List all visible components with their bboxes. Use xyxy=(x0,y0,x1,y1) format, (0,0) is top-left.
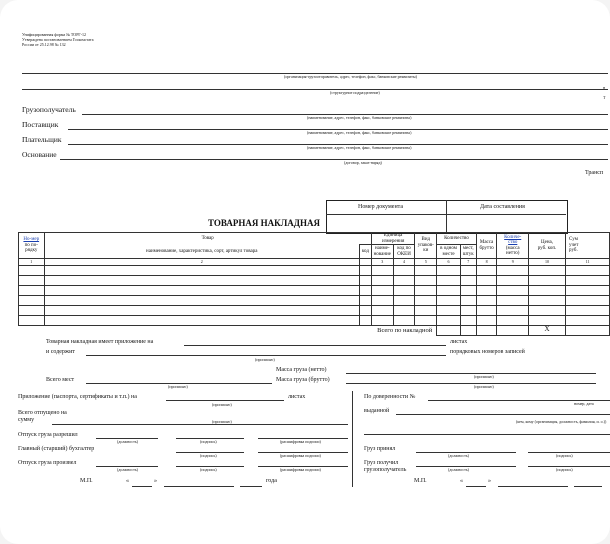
header-unit-name: наиме- нование xyxy=(371,245,393,259)
header-price: Цена, руб. коп. xyxy=(528,233,565,259)
document-title: ТОВАРНАЯ НАКЛАДНАЯ xyxy=(208,218,320,228)
doc-date-field[interactable] xyxy=(456,217,556,229)
contains-label: и содержит xyxy=(46,349,75,355)
year-label: года xyxy=(266,478,277,484)
release-done-label: Отпуск груза произвел xyxy=(18,460,77,466)
gross-mass-line[interactable] xyxy=(346,383,596,384)
division-line xyxy=(22,89,608,90)
form-header-line1: Унифицированная форма № ТОРГ-12 xyxy=(22,32,87,37)
basis-label: Основание xyxy=(22,150,57,159)
released-hint: (прописью) xyxy=(212,419,232,424)
right-mark-2: Т xyxy=(603,95,606,100)
released-label-1: Всего отпущено на xyxy=(18,410,67,416)
header-sum: Сум учет руб. xyxy=(566,233,610,259)
issued-hint: (кем, кому (организация, должность, фамилия, и. о.)) xyxy=(516,419,607,424)
date-month-line-right[interactable] xyxy=(498,486,568,487)
appendix-label: Приложение (паспорта, сертификаты и т.п.) на xyxy=(18,394,137,400)
doc-box-divider xyxy=(446,200,447,232)
position-hint: (должность) xyxy=(117,439,138,444)
table-row[interactable] xyxy=(19,295,610,305)
table-row[interactable] xyxy=(19,265,610,275)
chief-accountant-label: Главный (старший) бухгалтер xyxy=(18,446,95,452)
consignee-hint: (наименование, адрес, телефон, факс, банковские реквизиты) xyxy=(307,115,412,120)
org-hint: (организация-грузоотправитель, адрес, телефон, факс, банковские реквизиты) xyxy=(284,74,417,79)
division-hint: (структурное подразделение) xyxy=(330,90,380,95)
stamp-left: М.П. xyxy=(80,478,93,484)
contains-line[interactable] xyxy=(86,355,446,356)
date-year-line[interactable] xyxy=(240,486,262,487)
issued-label: выданной xyxy=(364,408,390,414)
doc-box-row-divider xyxy=(326,214,566,215)
payer-hint: (наименование, адрес, телефон, факс, банковские реквизиты) xyxy=(307,145,412,150)
cargo-got-signature-hint: (подпись) xyxy=(556,467,573,472)
table-row[interactable] xyxy=(19,315,610,325)
signature-hint: (подпись) xyxy=(200,439,217,444)
header-qty: Количество xyxy=(437,233,476,245)
date-open-quote: « xyxy=(126,478,129,484)
net-mass-line[interactable] xyxy=(346,373,596,374)
header-qty-one: в одном месте xyxy=(437,245,461,259)
header-pack: Вид упаков- ки xyxy=(415,233,437,259)
transport-label: Трансп xyxy=(585,170,604,176)
decode-hint-2: (расшифровка подписи) xyxy=(280,453,321,458)
table-row[interactable] xyxy=(19,285,610,295)
issued-line[interactable] xyxy=(396,414,610,415)
position-hint-3: (должность) xyxy=(117,467,138,472)
right-mark: н xyxy=(603,85,606,90)
date-month-line[interactable] xyxy=(164,486,234,487)
net-mass-hint: (прописью) xyxy=(474,374,494,379)
header-code: код xyxy=(359,245,371,259)
doc-date-label: Дата составления xyxy=(480,204,525,210)
date-year-line-right[interactable] xyxy=(574,486,602,487)
cargo-got-position-hint: (должность) xyxy=(448,467,469,472)
gross-mass-label: Масса груза (брутто) xyxy=(276,377,330,383)
header-unit-okei: код по ОКЕИ xyxy=(393,245,415,259)
date-close-quote: » xyxy=(154,478,157,484)
appendix-line[interactable] xyxy=(166,400,284,401)
table-row[interactable] xyxy=(19,275,610,285)
date-day-line-right[interactable] xyxy=(466,486,486,487)
total-places-label: Всего мест xyxy=(46,377,75,383)
attachment-line[interactable] xyxy=(184,345,446,346)
signature-divider xyxy=(352,391,353,487)
consignee-label: Грузополучатель xyxy=(22,105,76,114)
doc-number-label: Номер документа xyxy=(358,204,404,210)
release-allowed-label: Отпуск груза разрешил xyxy=(18,432,78,438)
records-label: порядковых номеров записей xyxy=(450,349,525,355)
cargo-received-label: Груз принял xyxy=(364,446,396,452)
power-of-attorney-label: По доверенности № xyxy=(364,394,416,400)
released-sum-line[interactable] xyxy=(52,424,348,425)
appendix-hint: (прописью) xyxy=(212,402,232,407)
signature-hint-2: (подпись) xyxy=(200,453,217,458)
date-close-quote-right: » xyxy=(488,478,491,484)
table-row[interactable] xyxy=(19,305,610,315)
net-mass-label: Масса груза (нетто) xyxy=(276,367,327,373)
payer-label: Плательщик xyxy=(22,135,62,144)
total-x: X xyxy=(528,325,565,335)
date-day-line[interactable] xyxy=(132,486,152,487)
basis-hint: (договор, заказ-наряд) xyxy=(344,160,382,165)
total-label: Всего по накладной xyxy=(19,325,437,335)
header-unit: Единица измерения xyxy=(371,233,415,245)
appendix-sheets-label: листах xyxy=(288,394,306,400)
date-num-hint: номер, дата xyxy=(574,401,594,406)
header-qty-places: мест, штук xyxy=(460,245,476,259)
issued-line-2[interactable] xyxy=(364,434,610,435)
form-header-line2: Утверждена постановлением Госкомстата xyxy=(22,37,94,42)
header-gross: Масса брутто xyxy=(476,233,497,259)
gross-mass-hint: (прописью) xyxy=(474,384,494,389)
date-open-quote-right: « xyxy=(460,478,463,484)
form-header-line3: России от 25.12.98 № 132 xyxy=(22,42,66,47)
supplier-label: Поставщик xyxy=(22,120,59,129)
cargo-received-position-hint: (должность) xyxy=(448,453,469,458)
basis-line xyxy=(60,159,608,160)
header-goods-sub: наименование, характеристика, сорт, артикул товара xyxy=(44,245,359,259)
signature-hint-3: (подпись) xyxy=(200,467,217,472)
sheets-label: листах xyxy=(450,339,468,345)
goods-table xyxy=(18,232,610,336)
cargo-received-signature-hint: (подпись) xyxy=(556,453,573,458)
released-label-2: сумму xyxy=(18,417,35,423)
header-net: Количе- ство (масса нетто) xyxy=(497,233,528,259)
header-number: Но-мер по по- рядку xyxy=(19,233,45,259)
total-places-hint: (прописью) xyxy=(168,384,188,389)
column-numbers-row: 1 2 3 4 5 6 7 8 9 10 11 xyxy=(19,259,610,266)
decode-hint: (расшифровка подписи) xyxy=(280,439,321,444)
stamp-right: М.П. xyxy=(414,478,427,484)
doc-number-field[interactable] xyxy=(336,217,436,229)
header-goods: Товар xyxy=(44,233,371,245)
total-row xyxy=(19,325,610,335)
cargo-got-label-2: грузополучатель xyxy=(364,467,407,473)
cargo-got-label-1: Груз получил xyxy=(364,460,399,466)
in-words-hint: (прописью) xyxy=(255,357,275,362)
decode-hint-3: (расшифровка подписи) xyxy=(280,467,321,472)
attachment-label: Товарная накладная имеет приложение на xyxy=(46,339,154,345)
supplier-hint: (наименование, адрес, телефон, факс, банковские реквизиты) xyxy=(307,130,412,135)
